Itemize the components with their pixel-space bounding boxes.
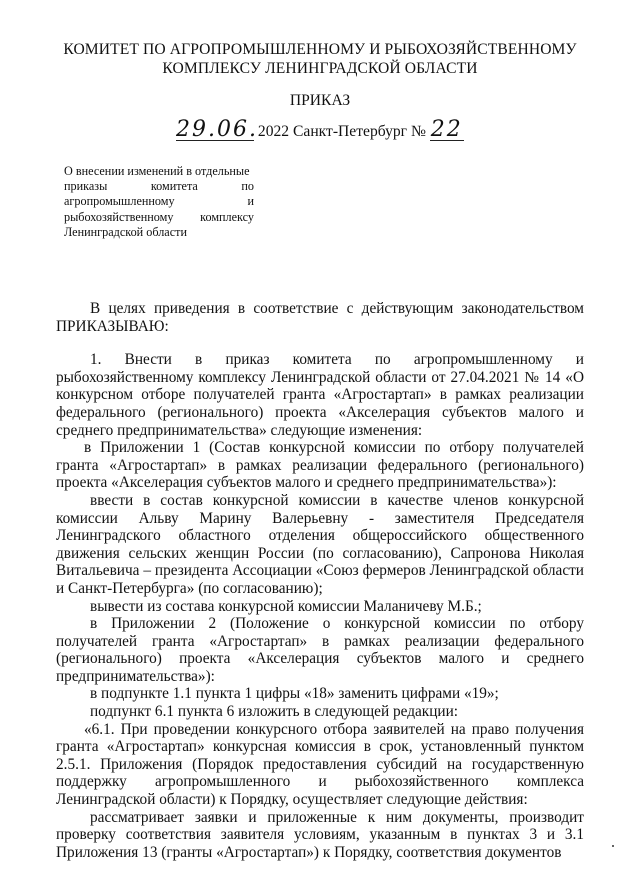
order-subject <box>64 164 254 240</box>
subject-line: рыбохозяйственному комплексу <box>64 209 254 224</box>
organization-name-line2: КОМПЛЕКСУ ЛЕНИНГРАДСКОЙ ОБЛАСТИ <box>162 60 478 77</box>
scan-speck <box>612 845 614 847</box>
remove-member-paragraph: вывести из состава конкурсной комиссии Маланичеву М.Б.; <box>90 597 482 615</box>
date-number-line <box>176 117 476 142</box>
organization-name-line1: КОМИТЕТ ПО АГРОПРОМЫШЛЕННОМУ И РЫБОХОЗЯЙСТВЕННОМУ <box>63 41 577 58</box>
handwritten-number: 22 <box>430 117 463 142</box>
year-city-label: 2022 Санкт-Петербург № <box>257 123 426 140</box>
subject-line: О внесении изменений в отдельные <box>64 164 250 178</box>
appendix-2-paragraph: в Приложении 2 (Положение о конкурсной комиссии по отбору получателей гранта «Агростартап» в рамках реализации федерального (регионального) проекта «Акселерация субъектов малого и среднего предпринимательства»): <box>56 615 584 685</box>
item-1-paragraph: 1. Внести в приказ комитета по агропромышленному и рыбохозяйственному комплексу Ленинградской области от 27.04.2021 № 14 «О конкурсном отборе получателей гранта «Агростартап» в рамках реализации федерального (регионального) проекта «Акселерация субъектов малого и среднего предпринимательства» следующие изменения: <box>56 351 584 439</box>
quote-6-1-paragraph: «6.1. При проведении конкурсного отбора заявителей на право получения гранта «Агростартап» конкурсная комиссия в срок, установленный пунктом 2.5.1. Приложения (Порядок предоставления субсидий на государственную поддержку агропромышленного и рыбохозяйственного комплекса Ленинградской области) к Порядку, осуществляет следующие действия: <box>56 720 584 809</box>
handwritten-date: 29.06. <box>176 117 258 142</box>
review-paragraph: рассматривает заявки и приложенные к ним документы, производит проверку соответствия заявителя условиям, указанным в пунктах 3 и 3.1 Приложения 13 (гранты «Агростартап») к Порядку, соответствия документов <box>56 808 584 861</box>
subject-line: приказы комитета по <box>64 179 254 194</box>
document-type-title: ПРИКАЗ <box>289 92 351 109</box>
add-members-paragraph: ввести в состав конкурсной комиссии в качестве членов конкурсной комиссии Альву Марину Валерьевну - заместителя Председателя Ленинградского областного отделения общероссийского общественного движения сельских женщин России (по согласованию), Сапронова Николая Витальевича – президента Ассоциации «Союз фермеров Ленинградской области и Санкт-Петербурга» (по согласованию); <box>56 491 584 597</box>
subpoint-6-1-paragraph: подпункт 6.1 пункта 6 изложить в следующей редакции: <box>90 703 459 721</box>
subject-line: Ленинградской области <box>64 224 187 239</box>
subpoint-1-1-paragraph: в подпункте 1.1 пункта 1 цифры «18» заменить цифрами «19»; <box>90 685 499 703</box>
order-body <box>56 300 584 861</box>
appendix-1-paragraph: в Приложении 1 (Состав конкурсной комиссии по отбору получателей гранта «Агростартап» в рамках реализации федерального (регионального) проекта «Акселерация субъектов малого и среднего предпринимательства»): <box>56 439 584 492</box>
preamble-paragraph: В целях приведения в соответствие с действующим законодательством ПРИКАЗЫВАЮ: <box>56 300 584 335</box>
subject-line: агропромышленному и <box>64 194 254 209</box>
